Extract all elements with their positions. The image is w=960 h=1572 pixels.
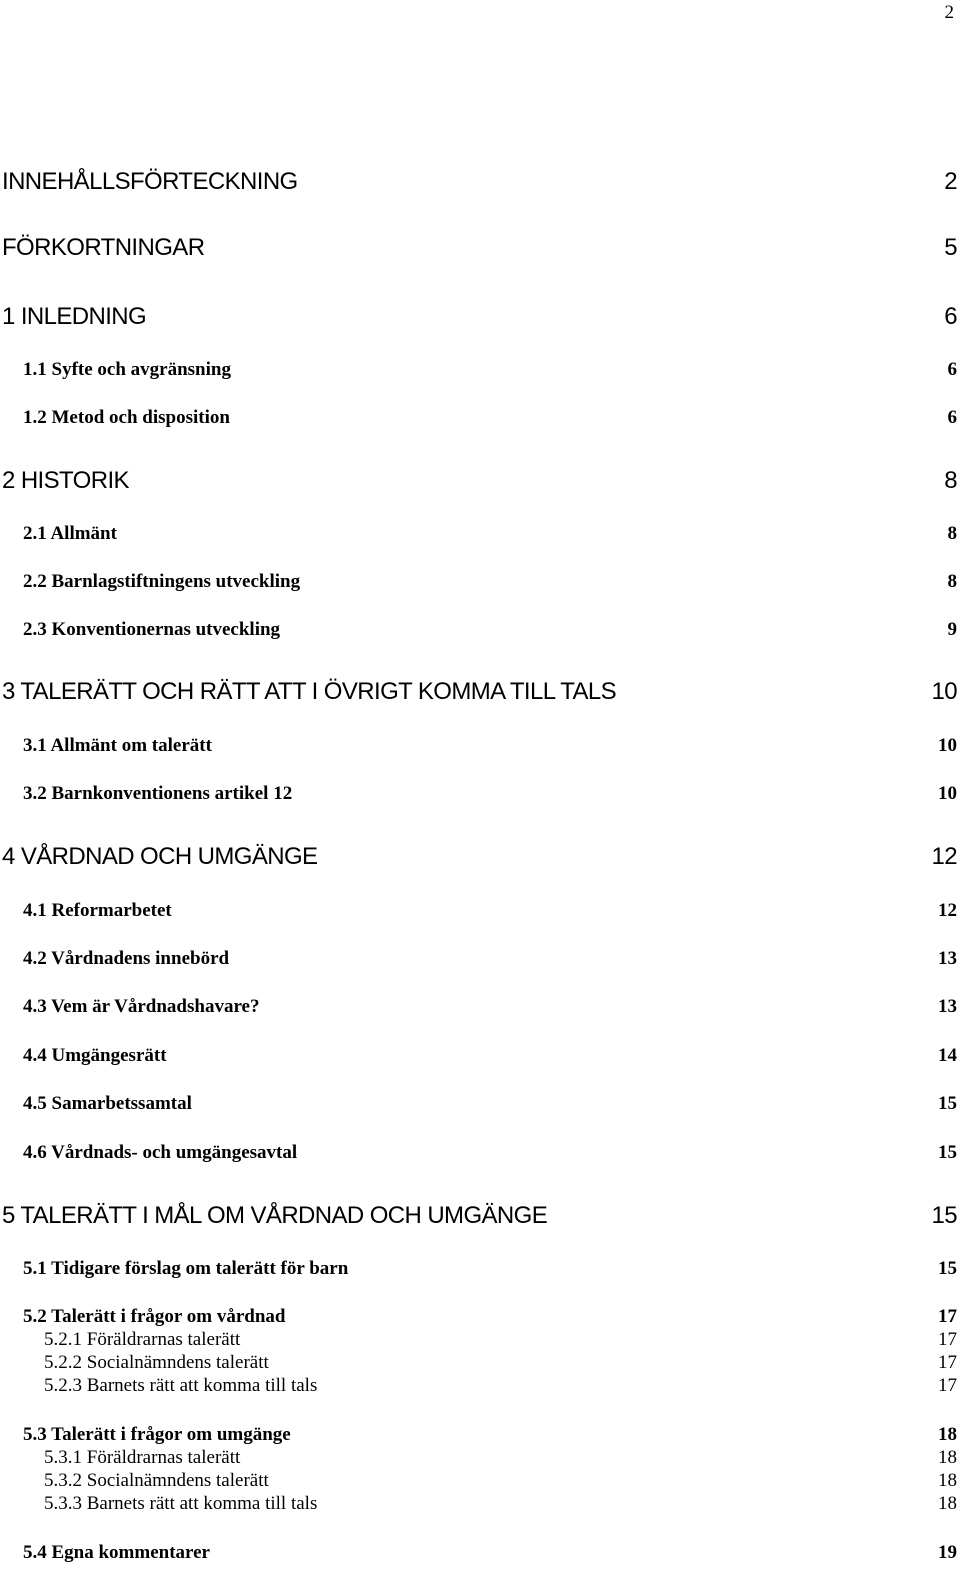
toc-entry-title: 5.3.1 Föräldrarnas talerätt	[44, 1447, 241, 1468]
toc-entry-title: 5.4 Egna kommentarer	[23, 1542, 210, 1563]
toc-entry[interactable]	[0, 773, 957, 803]
toc-entry-page: 18	[938, 1493, 957, 1514]
toc-entry-title: 4.2 Vårdnadens innebörd	[23, 948, 230, 969]
toc-entry-page: 15	[938, 1258, 957, 1279]
toc-entry-title: 4 VÅRDNAD OCH UMGÄNGE	[2, 843, 318, 870]
toc-entry-page: 13	[938, 996, 957, 1017]
toc-entry-title: 1.1 Syfte och avgränsning	[23, 359, 231, 380]
toc-entry[interactable]	[0, 1198, 957, 1228]
toc-entry[interactable]	[0, 164, 957, 194]
toc-entry-title: 1 INLEDNING	[2, 303, 147, 330]
toc-entry[interactable]	[0, 986, 957, 1016]
toc-entry[interactable]	[0, 513, 957, 543]
toc-entry-page: 8	[947, 523, 957, 544]
toc-entry-title: 5.2 Talerätt i frågor om vårdnad	[23, 1306, 286, 1327]
toc-entry-page: 6	[944, 303, 957, 330]
toc-entry-title: 4.6 Vårdnads- och umgängesavtal	[23, 1142, 298, 1163]
toc-entry-title: 5.3.3 Barnets rätt att komma till tals	[44, 1493, 318, 1514]
toc-entry-page: 17	[938, 1329, 957, 1350]
toc-entry[interactable]	[0, 1365, 957, 1395]
toc-entry[interactable]	[0, 463, 957, 493]
page-number: 2	[944, 2, 954, 23]
toc-entry-page: 9	[947, 619, 957, 640]
toc-entry-page: 15	[938, 1142, 957, 1163]
toc-entry-page: 5	[944, 234, 957, 261]
toc-entry-page: 15	[931, 1202, 957, 1229]
toc-entry-title: 4.3 Vem är Vårdnadshavare?	[23, 996, 260, 1017]
toc-entry-page: 18	[938, 1424, 957, 1445]
toc-entry-title: 5.2.3 Barnets rätt att komma till tals	[44, 1375, 318, 1396]
toc-entry-page: 13	[938, 948, 957, 969]
toc-entry[interactable]	[0, 561, 957, 591]
toc-entry-page: 17	[938, 1375, 957, 1396]
toc-entry-page: 12	[931, 843, 957, 870]
toc-entry-page: 15	[938, 1093, 957, 1114]
toc-entry-title: 4.4 Umgängesrätt	[23, 1045, 167, 1066]
toc-entry[interactable]	[0, 938, 957, 968]
toc-entry-title: 5.3 Talerätt i frågor om umgänge	[23, 1424, 291, 1445]
toc-entry[interactable]	[0, 1248, 957, 1278]
toc-entry-page: 19	[938, 1542, 957, 1563]
toc-entry-title: 5.2.1 Föräldrarnas talerätt	[44, 1329, 241, 1350]
toc-entry-title: 4.5 Samarbetssamtal	[23, 1093, 192, 1114]
toc-entry[interactable]	[0, 609, 957, 639]
toc-entry-page: 8	[944, 467, 957, 494]
toc-entry-page: 17	[938, 1352, 957, 1373]
toc-entry-page: 6	[947, 359, 957, 380]
toc-entry-title: 1.2 Metod och disposition	[23, 407, 230, 428]
toc-entry-page: 2	[944, 168, 957, 195]
toc-entry-page: 18	[938, 1470, 957, 1491]
toc-entry-title: 5.1 Tidigare förslag om talerätt för barn	[23, 1258, 349, 1279]
toc-entry-title: INNEHÅLLSFÖRTECKNING	[2, 168, 298, 195]
toc-entry-title: 3.1 Allmänt om talerätt	[23, 735, 212, 756]
toc-entry-title: 4.1 Reformarbetet	[23, 900, 172, 921]
toc-entry[interactable]	[0, 230, 957, 260]
toc-entry-title: 2.1 Allmänt	[23, 523, 117, 544]
toc-entry[interactable]	[0, 1083, 957, 1113]
toc-entry[interactable]	[0, 1035, 957, 1065]
toc-entry-page: 8	[947, 571, 957, 592]
toc-entry-page: 6	[947, 407, 957, 428]
toc-entry-page: 14	[938, 1045, 957, 1066]
toc-entry[interactable]	[0, 890, 957, 920]
toc-entry-page: 10	[938, 783, 957, 804]
toc-entry[interactable]	[0, 725, 957, 755]
toc-entry[interactable]	[0, 674, 957, 704]
toc-entry-title: 2 HISTORIK	[2, 467, 129, 494]
toc-entry-title: 2.3 Konventionernas utveckling	[23, 619, 281, 640]
toc-entry[interactable]	[0, 839, 957, 869]
toc-entry-page: 10	[931, 678, 957, 705]
toc-entry-title: 3 TALERÄTT OCH RÄTT ATT I ÖVRIGT KOMMA TILL TALS	[2, 678, 617, 705]
toc-entry-page: 17	[938, 1306, 957, 1327]
toc-entry-page: 18	[938, 1447, 957, 1468]
toc-entry-title: 5 TALERÄTT I MÅL OM VÅRDNAD OCH UMGÄNGE	[2, 1202, 548, 1229]
toc-entry-page: 10	[938, 735, 957, 756]
toc-entry[interactable]	[0, 349, 957, 379]
toc-entry-page: 12	[938, 900, 957, 921]
toc-entry[interactable]	[0, 1532, 957, 1562]
toc-entry-title: 3.2 Barnkonventionens artikel 12	[23, 783, 293, 804]
toc-entry-title: FÖRKORTNINGAR	[2, 234, 205, 261]
toc-entry[interactable]	[0, 1483, 957, 1513]
toc-entry-title: 2.2 Barnlagstiftningens utveckling	[23, 571, 301, 592]
toc-entry-title: 5.3.2 Socialnämndens talerätt	[44, 1470, 269, 1491]
toc-entry[interactable]	[0, 299, 957, 329]
toc-entry[interactable]	[0, 397, 957, 427]
toc-entry[interactable]	[0, 1132, 957, 1162]
toc-entry-title: 5.2.2 Socialnämndens talerätt	[44, 1352, 269, 1373]
